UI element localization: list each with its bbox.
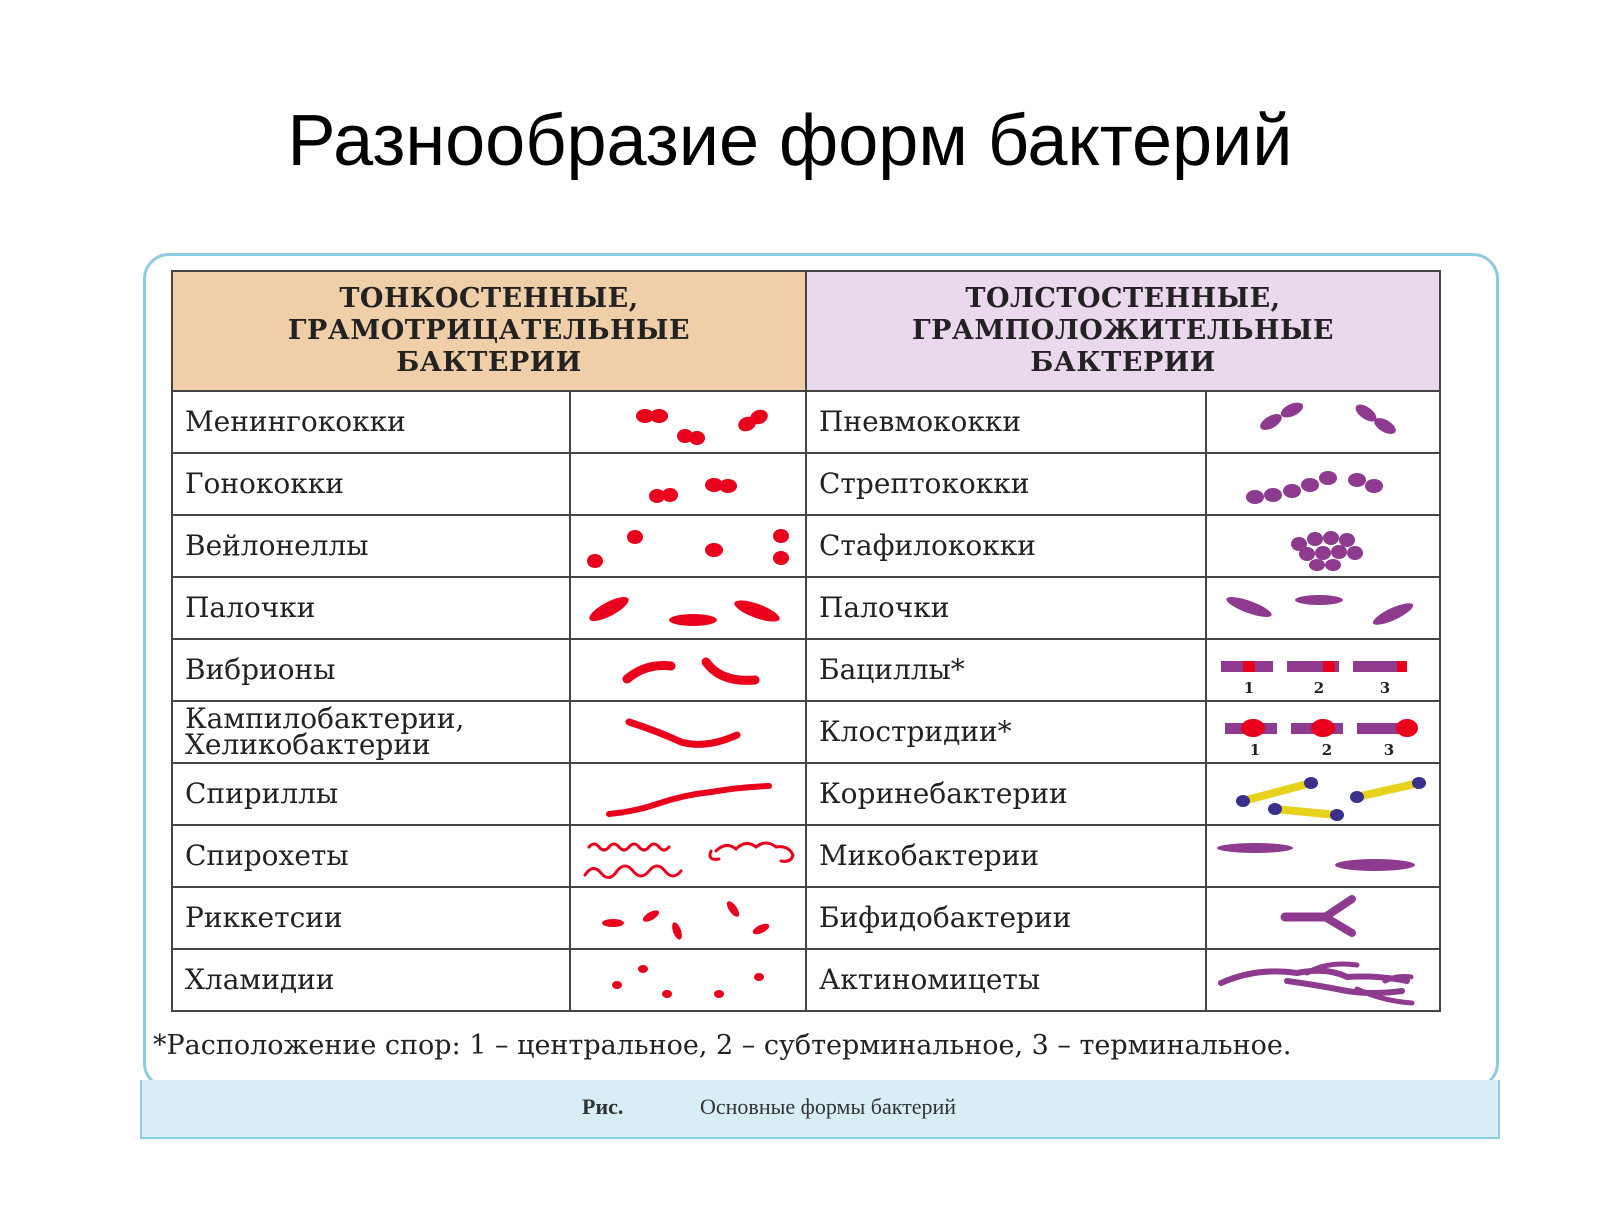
gram-positive-name: Коринебактерии bbox=[806, 763, 1206, 825]
gram-negative-illustration bbox=[570, 887, 806, 949]
bacteria-shape-drawing bbox=[571, 393, 803, 451]
bacteria-name-line: Спириллы bbox=[185, 777, 339, 810]
header-line: БАКТЕРИИ bbox=[396, 347, 582, 378]
gram-negative-illustration bbox=[570, 949, 806, 1011]
gram-positive-name: Стрептококки bbox=[806, 453, 1206, 515]
svg-text:3: 3 bbox=[1383, 741, 1395, 759]
gram-positive-illustration bbox=[1206, 453, 1440, 515]
gram-positive-illustration bbox=[1206, 825, 1440, 887]
table-row bbox=[172, 639, 1440, 701]
gram-positive-name: Бифидобактерии bbox=[806, 887, 1206, 949]
gram-positive-illustration bbox=[1206, 701, 1440, 763]
bacteria-shape-drawing bbox=[571, 703, 803, 761]
gram-negative-name bbox=[172, 453, 570, 515]
bacteria-shape-drawing bbox=[1207, 703, 1439, 761]
bacteria-shape-drawing bbox=[1207, 393, 1439, 451]
svg-text:2: 2 bbox=[1313, 679, 1325, 697]
bacteria-name-line: Кампилобактерии, bbox=[185, 702, 465, 735]
svg-text:2: 2 bbox=[1321, 741, 1333, 759]
gram-negative-illustration bbox=[570, 763, 806, 825]
gram-positive-illustration bbox=[1206, 515, 1440, 577]
gram-positive-name: Бациллы* bbox=[806, 639, 1206, 701]
gram-positive-name: Пневмококки bbox=[806, 391, 1206, 453]
header-gram-positive bbox=[806, 271, 1440, 391]
gram-positive-illustration bbox=[1206, 577, 1440, 639]
caption-label: Рис. bbox=[582, 1094, 624, 1119]
gram-negative-name bbox=[172, 887, 570, 949]
bacteria-shape-drawing bbox=[571, 889, 803, 947]
gram-negative-illustration bbox=[570, 639, 806, 701]
bacteria-name-line: Вибрионы bbox=[185, 653, 336, 686]
table-row bbox=[172, 763, 1440, 825]
bacteria-shape-drawing bbox=[571, 455, 803, 513]
bacteria-shape-drawing bbox=[571, 765, 803, 823]
gram-positive-illustration bbox=[1206, 391, 1440, 453]
gram-positive-name: Микобактерии bbox=[806, 825, 1206, 887]
gram-negative-name bbox=[172, 949, 570, 1011]
gram-positive-name: Палочки bbox=[806, 577, 1206, 639]
gram-negative-name bbox=[172, 701, 570, 763]
gram-negative-name bbox=[172, 515, 570, 577]
bacteria-shape-drawing bbox=[1207, 579, 1439, 637]
table-row bbox=[172, 701, 1440, 763]
bacteria-name-line: Менингококки bbox=[185, 405, 406, 438]
svg-text:3: 3 bbox=[1379, 679, 1391, 697]
bacteria-shape-drawing bbox=[1207, 517, 1439, 575]
bacteria-name-line: Палочки bbox=[185, 591, 316, 624]
bacteria-name-line: Хламидии bbox=[185, 963, 335, 996]
svg-text:1: 1 bbox=[1243, 679, 1255, 697]
spore-footnote: *Расположение спор: 1 – центральное, 2 – субтерминальное, 3 – терминальное. bbox=[153, 1030, 1292, 1061]
gram-positive-illustration bbox=[1206, 887, 1440, 949]
table-row bbox=[172, 515, 1440, 577]
bacteria-table bbox=[171, 270, 1441, 1012]
gram-negative-name bbox=[172, 763, 570, 825]
bacteria-shape-drawing bbox=[1207, 765, 1439, 823]
gram-positive-name: Актиномицеты bbox=[806, 949, 1206, 1011]
header-gram-negative bbox=[172, 271, 806, 391]
table-row bbox=[172, 825, 1440, 887]
header-line: ГРАМПОЛОЖИТЕЛЬНЫЕ bbox=[911, 315, 1335, 346]
bacteria-name-line: Гонококки bbox=[185, 467, 344, 500]
bacteria-shape-drawing bbox=[1207, 455, 1439, 513]
table-row bbox=[172, 949, 1440, 1011]
gram-negative-name bbox=[172, 391, 570, 453]
header-line: ТОНКОСТЕННЫЕ, bbox=[339, 283, 639, 314]
gram-negative-illustration bbox=[570, 577, 806, 639]
bacteria-name-line: Вейлонеллы bbox=[185, 529, 369, 562]
caption-text: Основные формы бактерий bbox=[700, 1094, 957, 1119]
gram-positive-illustration bbox=[1206, 639, 1440, 701]
gram-negative-name bbox=[172, 825, 570, 887]
gram-negative-name bbox=[172, 639, 570, 701]
gram-negative-illustration bbox=[570, 391, 806, 453]
table-row bbox=[172, 577, 1440, 639]
gram-negative-illustration bbox=[570, 825, 806, 887]
bacteria-shape-drawing bbox=[1207, 827, 1439, 885]
gram-negative-illustration bbox=[570, 515, 806, 577]
svg-text:1: 1 bbox=[1249, 741, 1261, 759]
bacteria-shape-drawing bbox=[1207, 951, 1439, 1009]
bacteria-shape-drawing bbox=[1207, 889, 1439, 947]
gram-positive-illustration bbox=[1206, 949, 1440, 1011]
table-row bbox=[172, 453, 1440, 515]
table-row bbox=[172, 391, 1440, 453]
bacteria-name-line: Спирохеты bbox=[185, 839, 349, 872]
gram-negative-illustration bbox=[570, 453, 806, 515]
bacteria-shape-drawing bbox=[571, 827, 803, 885]
bacteria-shape-drawing bbox=[571, 641, 803, 699]
header-line: БАКТЕРИИ bbox=[1030, 347, 1216, 378]
gram-positive-name: Стафилококки bbox=[806, 515, 1206, 577]
table-row bbox=[172, 887, 1440, 949]
bacteria-shape-drawing bbox=[571, 951, 803, 1009]
bacteria-name-line: Хеликобактерии bbox=[185, 728, 431, 761]
gram-negative-illustration bbox=[570, 701, 806, 763]
page-title: Разнообразие форм бактерий bbox=[287, 101, 1293, 181]
bacteria-shape-drawing bbox=[571, 517, 803, 575]
bacteria-shape-drawing bbox=[1207, 641, 1439, 699]
bacteria-shape-drawing bbox=[571, 579, 803, 637]
gram-negative-name bbox=[172, 577, 570, 639]
gram-positive-illustration bbox=[1206, 763, 1440, 825]
header-line: ГРАМОТРИЦАТЕЛЬНЫЕ bbox=[287, 315, 691, 346]
header-line: ТОЛСТОСТЕННЫЕ, bbox=[965, 283, 1281, 314]
gram-positive-name: Клостридии* bbox=[806, 701, 1206, 763]
bacteria-name-line: Риккетсии bbox=[185, 901, 343, 934]
